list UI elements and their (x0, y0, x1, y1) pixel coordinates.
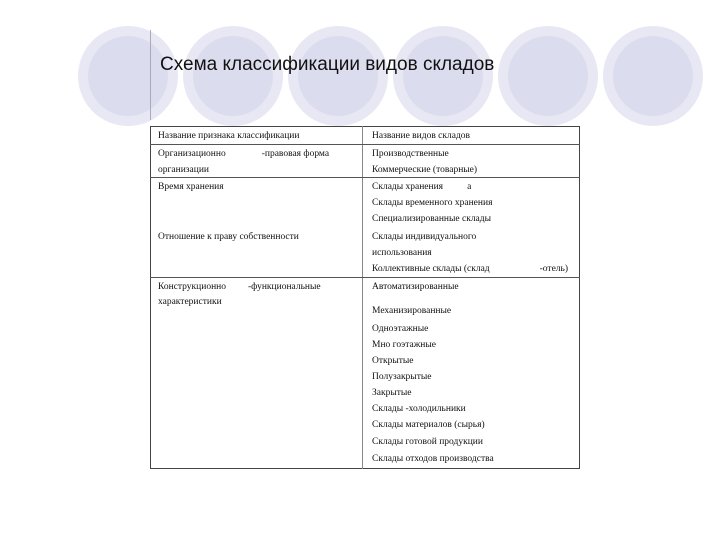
own-right-line1: Склады индивидуального (372, 232, 477, 242)
own-right-line3 (372, 264, 568, 275)
con-left-line2: характеристики (158, 297, 222, 307)
time-right-part-b: а (467, 182, 472, 192)
org-right-line1: Производственные (372, 149, 449, 159)
time-right-line1 (372, 182, 471, 193)
con-left-line1 (158, 282, 321, 293)
con-right-item: Склады материалов (сырья) (372, 420, 485, 430)
con-right-item: Склады -холодильники (372, 404, 466, 414)
con-left-part-a: Конструкционно (158, 282, 227, 292)
org-left-part-b: -правовая форма (261, 149, 330, 159)
decor-circle (78, 26, 178, 126)
time-left: Время хранения (158, 182, 224, 192)
row-separator (150, 277, 580, 278)
con-left-part-b: -функциональные (248, 282, 321, 292)
time-right-line3: Специализированные склады (372, 214, 491, 224)
time-right-line2: Склады временного хранения (372, 198, 493, 208)
con-right-item: Склады отходов производства (372, 454, 494, 464)
row-separator (150, 144, 580, 145)
own-left: Отношение к праву собственности (158, 232, 299, 242)
decor-circle (603, 26, 703, 126)
org-left-part-a: Организационно (158, 149, 226, 159)
con-right-item: Закрытые (372, 388, 412, 398)
own-right-part-b: -отель) (539, 264, 569, 274)
decor-circle (393, 26, 493, 126)
con-right-item: Одноэтажные (372, 324, 429, 334)
con-right-item: Механизированные (372, 306, 452, 316)
decor-circle (183, 26, 283, 126)
con-right-item: Полузакрытые (372, 372, 432, 382)
con-right-item: Мно гоэтажные (372, 340, 436, 350)
org-right-line2: Коммерческие (товарные) (372, 165, 478, 175)
con-right-item: Автоматизированные (372, 282, 459, 292)
row-separator (150, 177, 580, 178)
header-right: Название видов складов (372, 131, 471, 141)
con-right-item: Склады готовой продукции (372, 437, 483, 447)
own-right-line2: использования (372, 248, 432, 258)
org-left-line1 (158, 149, 329, 160)
header-left: Название признака классификации (158, 131, 300, 141)
con-right-item: Открытые (372, 356, 414, 366)
decor-circle (498, 26, 598, 126)
org-left-line2: организации (158, 165, 210, 175)
title-accent-line (150, 30, 151, 120)
page-title: Схема классификации видов складов (160, 54, 495, 75)
time-right-part-a: Склады хранения (372, 182, 444, 192)
decor-circle (288, 26, 388, 126)
own-right-part-a: Коллективные склады (склад (372, 264, 490, 274)
